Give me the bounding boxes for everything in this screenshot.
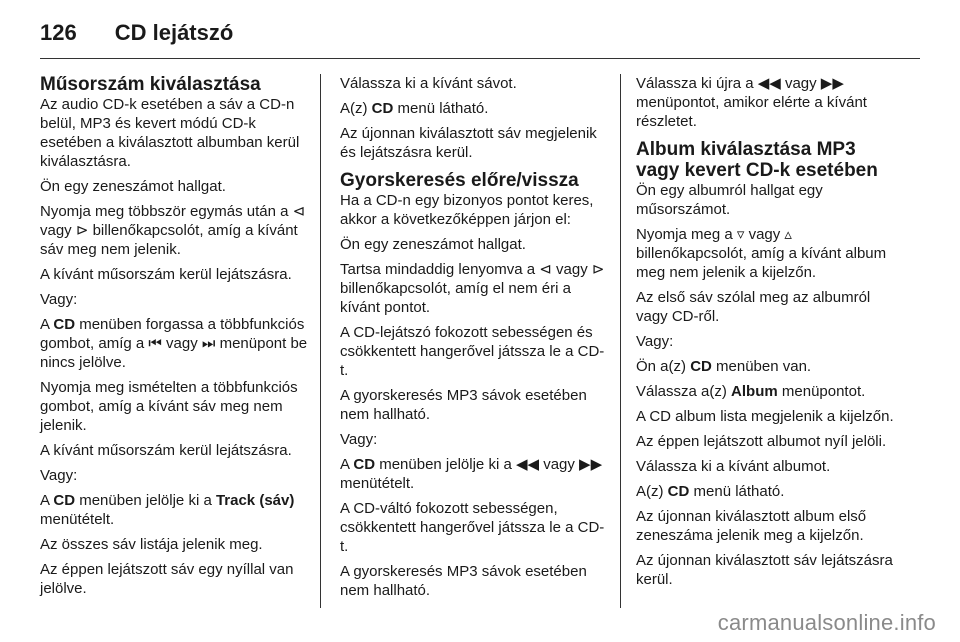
paragraph: A gyorskeresés MP3 sávok esetében nem hallható. <box>340 563 587 599</box>
paragraph: Vagy: <box>636 333 674 350</box>
paragraph: A kívánt műsorszám kerül lejátszásra. <box>40 442 292 459</box>
paragraph: Válassza ki újra a ◀◀ vagy ▶▶ menüpontot, amikor elérte a kívánt részletet. <box>636 75 867 130</box>
paragraph: Ha a CD-n egy bizonyos pontot keres, akkor a következőképpen járjon el: <box>340 192 594 228</box>
section-heading-album-select: Album kiválasztása MP3 vagy kevert CD-k esetében <box>636 139 878 181</box>
paragraph: Nyomja meg ismételten a többfunkciós gombot, amíg a kívánt sáv meg nem jelenik. <box>40 379 298 434</box>
paragraph: Válassza ki a kívánt sávot. <box>340 75 517 92</box>
paragraph: Az újonnan kiválasztott sáv lejátszásra kerül. <box>636 552 893 588</box>
menu-name-cd: CD <box>371 100 394 117</box>
paragraph: A CD-váltó fokozott sebességen, csökkentett hangerővel játssza le a CD-t. <box>340 500 605 555</box>
paragraph: Az összes sáv listája jelenik meg. <box>40 536 263 553</box>
page-title: CD lejátszó <box>114 20 234 45</box>
paragraph: Vagy: <box>340 431 378 448</box>
paragraph: Válassza a(z) Album menüpontot. <box>636 383 866 400</box>
paragraph: A(z) CD menü látható. <box>636 483 785 500</box>
paragraph: Nyomja meg többször egymás után a ⊲ vagy ⊳ billenőkapcsolót, amíg a kívánt sáv meg nem jelenik. <box>40 203 306 258</box>
paragraph: A CD menüben forgassa a többfunkciós gombot, amíg a ⏮ vagy ⏭ menüpont be nincs jelölve. <box>40 316 308 371</box>
column-divider-1 <box>320 74 321 608</box>
paragraph: Az első sáv szólal meg az albumról vagy CD-ről. <box>636 289 871 325</box>
menu-name-cd: CD <box>53 492 76 509</box>
paragraph: Vagy: <box>40 291 78 308</box>
paragraph: A gyorskeresés MP3 sávok esetében nem hallható. <box>340 387 587 423</box>
column-divider-2 <box>620 74 621 608</box>
paragraph: A CD menüben jelölje ki a ◀◀ vagy ▶▶ menütételt. <box>340 456 603 492</box>
paragraph: Az audio CD-k esetében a sáv a CD-n belül, MP3 és kevert módú CD-k esetében a kiválasztott albumban kerül kiválasztásra. <box>40 96 300 170</box>
menu-item-album: Album <box>731 383 778 400</box>
paragraph: Válassza ki a kívánt albumot. <box>636 458 831 475</box>
section-heading-fast-search: Gyorskeresés előre/vissza <box>340 170 579 191</box>
menu-name-cd: CD <box>353 456 376 473</box>
section-heading-track-select: Műsorszám kiválasztása <box>40 74 261 95</box>
column-3 <box>636 74 904 595</box>
paragraph: Az éppen lejátszott albumot nyíl jelöli. <box>636 433 887 450</box>
paragraph: A CD album lista megjelenik a kijelzőn. <box>636 408 894 425</box>
paragraph: A CD menüben jelölje ki a Track (sáv) menütételt. <box>40 492 295 528</box>
column-2 <box>340 74 608 606</box>
menu-item-track: Track (sáv) <box>215 492 295 509</box>
paragraph: Az újonnan kiválasztott sáv megjelenik és lejátszásra kerül. <box>340 125 597 161</box>
page-header <box>40 18 233 48</box>
watermark: carmanualsonline.info <box>717 610 936 635</box>
paragraph: Tartsa mindaddig lenyomva a ⊲ vagy ⊳ billenőkapcsolót, amíg el nem éri a kívánt pontot. <box>340 261 605 316</box>
paragraph: A CD-lejátszó fokozott sebességen és csökkentett hangerővel játssza le a CD-t. <box>340 324 605 379</box>
header-divider <box>40 58 920 59</box>
paragraph: Nyomja meg a ▿ vagy ▵ billenőkapcsolót, amíg a kívánt album meg nem jelenik a kijelzőn. <box>636 226 887 281</box>
paragraph: Az éppen lejátszott sáv egy nyíllal van jelölve. <box>40 561 294 597</box>
menu-name-cd: CD <box>53 316 76 333</box>
paragraph: Ön a(z) CD menüben van. <box>636 358 812 375</box>
page-number: 126 <box>40 20 77 45</box>
paragraph: Ön egy zeneszámot hallgat. <box>40 178 226 195</box>
menu-name-cd: CD <box>690 358 712 375</box>
paragraph: Ön egy zeneszámot hallgat. <box>340 236 526 253</box>
paragraph: A(z) CD menü látható. <box>340 100 489 117</box>
menu-name-cd: CD <box>667 483 690 500</box>
paragraph: Ön egy albumról hallgat egy műsorszámot. <box>636 182 823 218</box>
column-1 <box>40 74 308 604</box>
paragraph: A kívánt műsorszám kerül lejátszásra. <box>40 266 292 283</box>
paragraph: Az újonnan kiválasztott album első zeneszáma jelenik meg a kijelzőn. <box>636 508 867 544</box>
paragraph: Vagy: <box>40 467 78 484</box>
